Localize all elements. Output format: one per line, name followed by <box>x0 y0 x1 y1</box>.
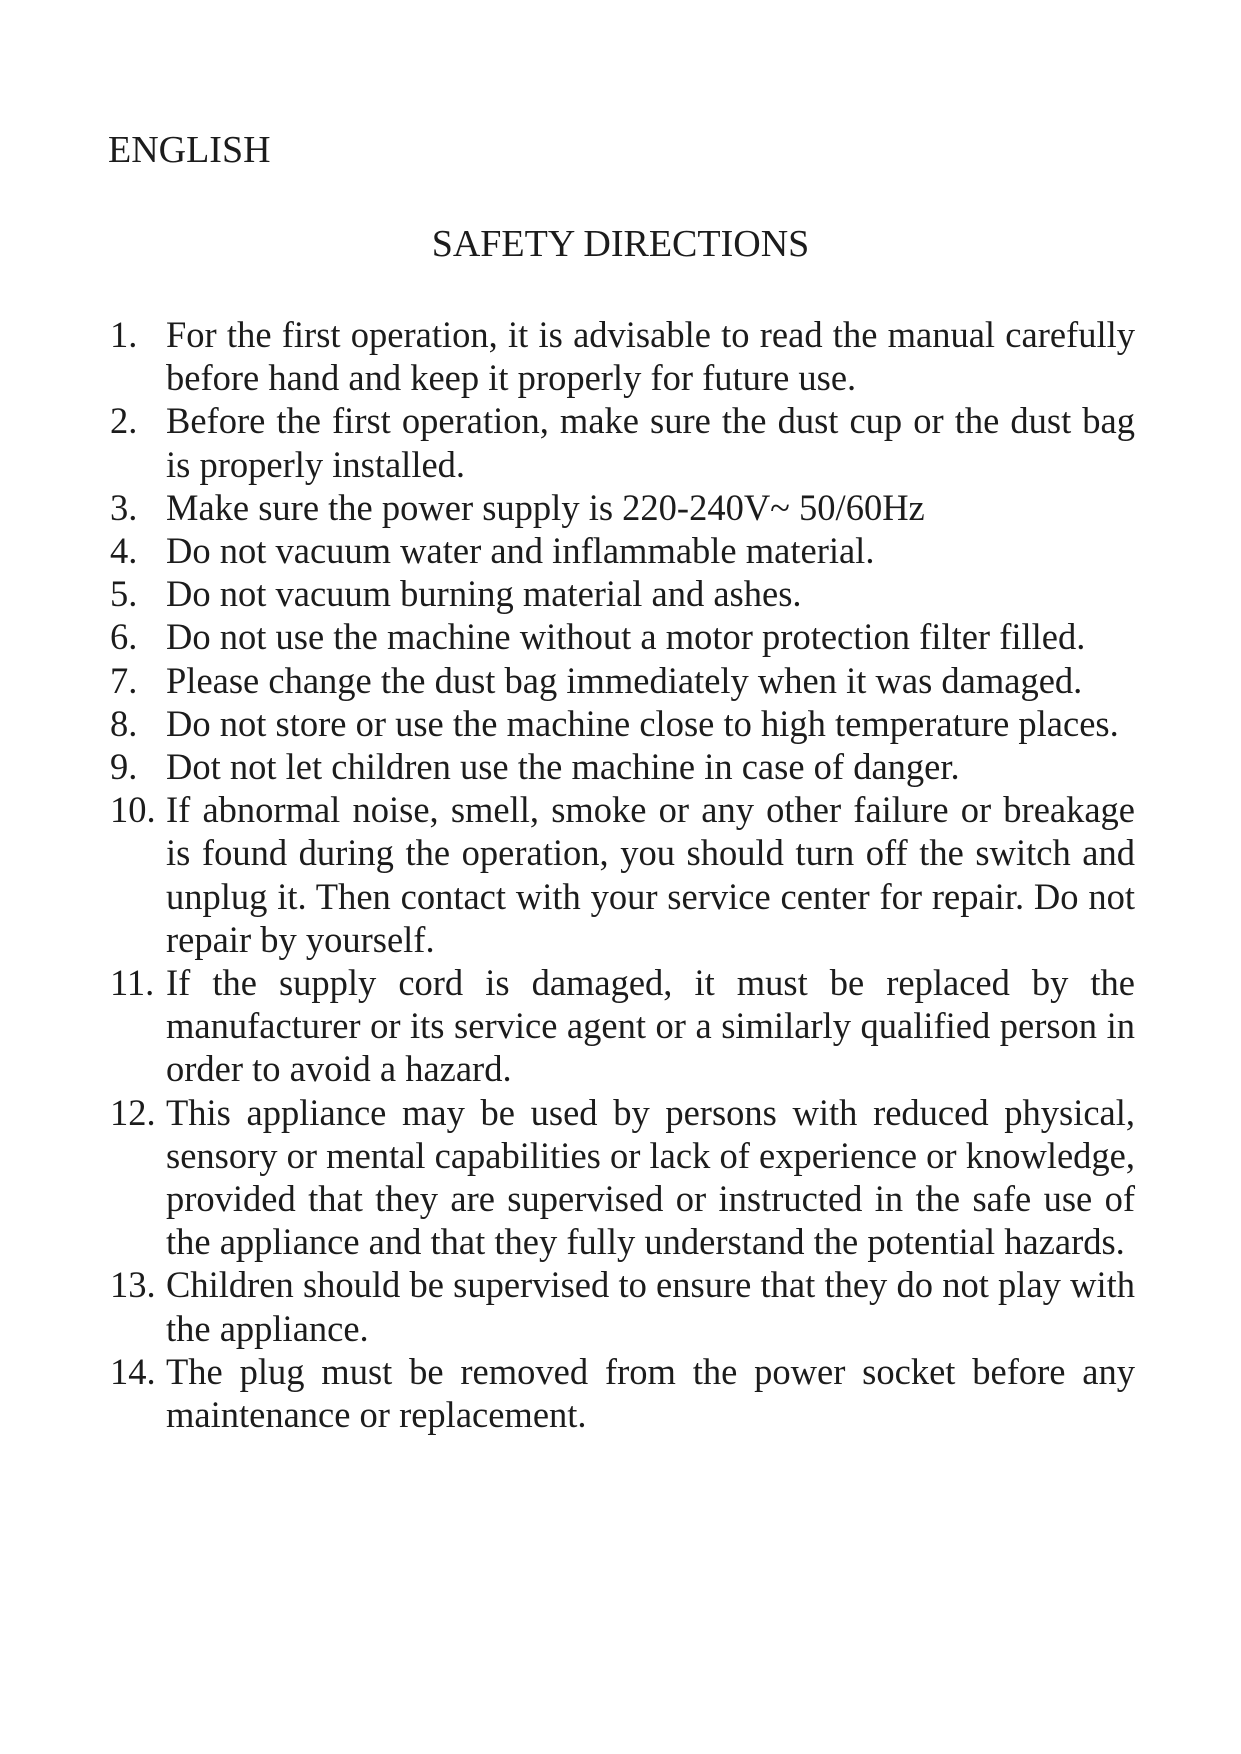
direction-text: If the supply cord is damaged, it must be replaced by the manufacturer or its service agent or a similarly qualified person in order to avoid a hazard. <box>166 962 1135 1090</box>
direction-number: 1. <box>110 314 138 355</box>
language-label: ENGLISH <box>108 129 271 171</box>
direction-text: Before the first operation, make sure the dust cup or the dust bag is properly installed. <box>166 400 1135 485</box>
direction-item <box>110 615 1135 658</box>
direction-number: 12. <box>110 1091 156 1133</box>
direction-text: Do not vacuum water and inflammable material. <box>166 530 875 572</box>
direction-text: For the first operation, it is advisable to read the manual carefully before hand and keep it properly for future use. <box>166 314 1135 399</box>
direction-number: 11. <box>110 962 155 1004</box>
direction-number: 7. <box>110 659 138 701</box>
direction-text: Dot not let children use the machine in case of danger. <box>166 746 960 788</box>
direction-number: 8. <box>110 702 138 744</box>
direction-item <box>110 745 1135 788</box>
direction-number: 9. <box>110 746 138 788</box>
direction-item <box>110 572 1135 615</box>
direction-text: Make sure the power supply is 220-240V~ 50/60Hz <box>166 486 925 528</box>
direction-item <box>110 313 1135 399</box>
direction-item <box>110 529 1135 572</box>
direction-item <box>110 486 1135 529</box>
direction-number: 4. <box>110 530 138 572</box>
page-title-text: SAFETY DIRECTIONS <box>431 223 810 265</box>
direction-number: 5. <box>110 573 138 615</box>
direction-number: 13. <box>110 1264 156 1306</box>
direction-number: 14. <box>110 1350 156 1392</box>
direction-text: This appliance may be used by persons with reduced physical, sensory or mental capabilities or lack of experience or knowledge, provided that they are supervised or instructed in the safe use of the appliance and that they fully understand the potential hazards. <box>166 1091 1135 1263</box>
direction-item <box>110 1263 1135 1349</box>
direction-number: 6. <box>110 616 138 658</box>
safety-directions-list <box>110 313 1135 1436</box>
direction-text: Do not store or use the machine close to high temperature places. <box>166 702 1119 744</box>
direction-text: Children should be supervised to ensure that they do not play with the appliance. <box>166 1264 1135 1349</box>
direction-item <box>110 659 1135 702</box>
direction-text: Do not vacuum burning material and ashes. <box>166 573 802 615</box>
direction-item <box>110 1350 1135 1436</box>
direction-item <box>110 961 1135 1091</box>
direction-text: The plug must be removed from the power socket before any maintenance or replacement. <box>166 1350 1135 1436</box>
direction-text: Do not use the machine without a motor protection filter filled. <box>166 616 1086 658</box>
direction-item <box>110 702 1135 745</box>
direction-item <box>110 1091 1135 1264</box>
direction-number: 3. <box>110 486 138 528</box>
direction-number: 2. <box>110 400 138 442</box>
page-title <box>0 222 1241 266</box>
direction-item <box>110 399 1135 485</box>
direction-item <box>110 788 1135 961</box>
direction-text: If abnormal noise, smell, smoke or any other failure or breakage is found during the operation, you should turn off the switch and unplug it. Then contact with your service center for repair. Do not repair by yourself. <box>166 789 1135 960</box>
direction-text: Please change the dust bag immediately when it was damaged. <box>166 659 1083 701</box>
direction-number: 10. <box>110 789 156 831</box>
